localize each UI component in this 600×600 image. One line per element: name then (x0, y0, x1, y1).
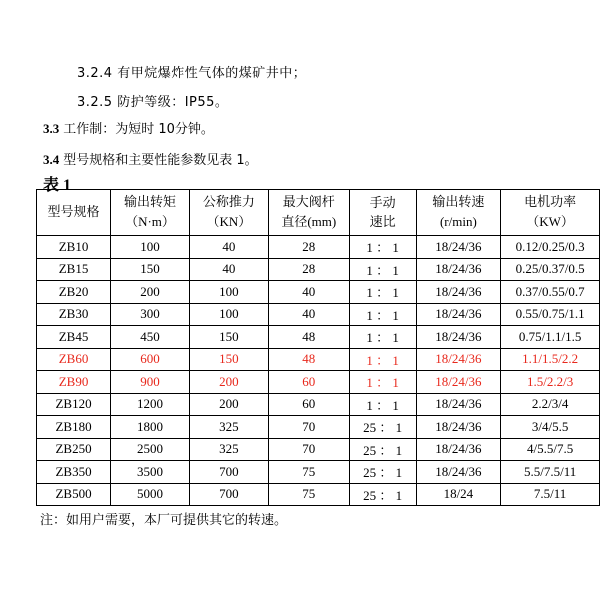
cell-torque: 200 (111, 281, 190, 304)
table-row (37, 461, 600, 484)
cell-thrust: 150 (189, 348, 268, 371)
cell-torque: 100 (111, 236, 190, 259)
cell-model: ZB20 (37, 281, 111, 304)
clause-3-2-5: 3.2.5 防护等级：IP55。 (77, 95, 229, 110)
header-stem: 最大阀杆 (282, 195, 335, 210)
section-3-4-number: 3.4 (43, 152, 60, 167)
cell-output-speed: 18/24/36 (416, 303, 501, 326)
cell-motor-power: 2.2/3/4 (501, 393, 600, 416)
cell-stem-diameter: 40 (268, 303, 349, 326)
cell-motor-power: 1.1/1.5/2.2 (501, 348, 600, 371)
table-row (37, 416, 600, 439)
cell-model: ZB45 (37, 326, 111, 349)
table-row (37, 483, 600, 506)
cell-manual-ratio: 25 ： 1 (349, 483, 416, 506)
header-cell (111, 190, 190, 236)
cell-torque: 300 (111, 303, 190, 326)
section-3-4-text: 型号规格和主要性能参数见表 1。 (63, 153, 258, 168)
header-thrust-unit: （KN） (206, 214, 252, 229)
header-power: 电机功率 (524, 195, 577, 210)
header-torque: 输出转矩 (124, 195, 177, 210)
header-speed-unit: (r/min) (439, 214, 477, 229)
table-row (37, 258, 600, 281)
cell-motor-power: 5.5/7.5/11 (501, 461, 600, 484)
cell-manual-ratio: 1 ： 1 (349, 326, 416, 349)
cell-stem-diameter: 75 (268, 461, 349, 484)
cell-model: ZB500 (37, 483, 111, 506)
cell-manual-ratio: 25 ： 1 (349, 461, 416, 484)
table-row (37, 348, 600, 371)
section-3-3-text: 工作制：为短时 10分钟。 (63, 122, 214, 137)
cell-thrust: 325 (189, 438, 268, 461)
cell-output-speed: 18/24/36 (416, 438, 501, 461)
cell-torque: 150 (111, 258, 190, 281)
header-cell (416, 190, 501, 236)
cell-thrust: 100 (189, 281, 268, 304)
cell-manual-ratio: 1 ： 1 (349, 236, 416, 259)
cell-manual-ratio: 25 ： 1 (349, 416, 416, 439)
cell-model: ZB120 (37, 393, 111, 416)
cell-stem-diameter: 40 (268, 281, 349, 304)
table-header-row (37, 190, 600, 236)
cell-torque: 5000 (111, 483, 190, 506)
cell-thrust: 700 (189, 461, 268, 484)
cell-stem-diameter: 60 (268, 371, 349, 394)
cell-output-speed: 18/24/36 (416, 236, 501, 259)
cell-motor-power: 3/4/5.5 (501, 416, 600, 439)
table-row (37, 326, 600, 349)
cell-output-speed: 18/24/36 (416, 461, 501, 484)
header-model: 型号规格 (47, 205, 100, 220)
cell-motor-power: 0.37/0.55/0.7 (501, 281, 600, 304)
cell-model: ZB350 (37, 461, 111, 484)
cell-thrust: 200 (189, 371, 268, 394)
cell-output-speed: 18/24/36 (416, 416, 501, 439)
cell-output-speed: 18/24/36 (416, 326, 501, 349)
cell-thrust: 150 (189, 326, 268, 349)
cell-model: ZB180 (37, 416, 111, 439)
cell-model: ZB15 (37, 258, 111, 281)
cell-output-speed: 18/24/36 (416, 371, 501, 394)
cell-stem-diameter: 70 (268, 416, 349, 439)
cell-manual-ratio: 1 ： 1 (349, 281, 416, 304)
table-row (37, 371, 600, 394)
cell-motor-power: 7.5/11 (501, 483, 600, 506)
cell-torque: 1800 (111, 416, 190, 439)
cell-manual-ratio: 1 ： 1 (349, 371, 416, 394)
cell-output-speed: 18/24/36 (416, 281, 501, 304)
cell-stem-diameter: 60 (268, 393, 349, 416)
cell-manual-ratio: 1 ： 1 (349, 348, 416, 371)
table-caption: 表 1 (43, 177, 72, 194)
table-row (37, 393, 600, 416)
header-cell (349, 190, 416, 236)
table-row (37, 236, 600, 259)
section-3-3 (43, 118, 214, 137)
cell-model: ZB10 (37, 236, 111, 259)
cell-model: ZB90 (37, 371, 111, 394)
cell-motor-power: 0.55/0.75/1.1 (501, 303, 600, 326)
table-row (37, 303, 600, 326)
cell-stem-diameter: 75 (268, 483, 349, 506)
table-body (37, 236, 600, 506)
cell-stem-diameter: 28 (268, 236, 349, 259)
cell-model: ZB250 (37, 438, 111, 461)
cell-thrust: 100 (189, 303, 268, 326)
table-row (37, 281, 600, 304)
header-speed: 输出转速 (432, 195, 485, 210)
header-torque-unit: （N·m） (125, 214, 175, 229)
header-stem-unit: 直径(mm) (281, 214, 337, 229)
cell-manual-ratio: 25 ： 1 (349, 438, 416, 461)
cell-thrust: 325 (189, 416, 268, 439)
cell-manual-ratio: 1 ： 1 (349, 393, 416, 416)
cell-torque: 600 (111, 348, 190, 371)
cell-stem-diameter: 48 (268, 348, 349, 371)
header-cell (189, 190, 268, 236)
header-manual: 手动 (369, 195, 396, 211)
cell-motor-power: 0.75/1.1/1.5 (501, 326, 600, 349)
cell-stem-diameter: 48 (268, 326, 349, 349)
spec-table (36, 189, 600, 506)
cell-torque: 3500 (111, 461, 190, 484)
cell-model: ZB30 (37, 303, 111, 326)
cell-stem-diameter: 70 (268, 438, 349, 461)
header-power-unit: （KW） (526, 214, 574, 229)
table-row (37, 438, 600, 461)
header-cell (37, 190, 111, 236)
table-note: 注：如用户需要，本厂可提供其它的转速。 (40, 513, 288, 528)
cell-motor-power: 0.12/0.25/0.3 (501, 236, 600, 259)
cell-motor-power: 0.25/0.37/0.5 (501, 258, 600, 281)
cell-output-speed: 18/24/36 (416, 348, 501, 371)
cell-thrust: 200 (189, 393, 268, 416)
header-cell (268, 190, 349, 236)
cell-torque: 450 (111, 326, 190, 349)
cell-motor-power: 4/5.5/7.5 (501, 438, 600, 461)
cell-torque: 1200 (111, 393, 190, 416)
cell-output-speed: 18/24/36 (416, 393, 501, 416)
cell-torque: 2500 (111, 438, 190, 461)
section-3-4 (43, 149, 258, 168)
cell-output-speed: 18/24/36 (416, 258, 501, 281)
cell-manual-ratio: 1 ： 1 (349, 303, 416, 326)
cell-manual-ratio: 1 ： 1 (349, 258, 416, 281)
clause-3-2-4: 3.2.4 有甲烷爆炸性气体的煤矿井中； (77, 66, 307, 81)
cell-model: ZB60 (37, 348, 111, 371)
header-manual-2: 速比 (369, 214, 396, 230)
header-cell (501, 190, 600, 236)
cell-thrust: 700 (189, 483, 268, 506)
cell-motor-power: 1.5/2.2/3 (501, 371, 600, 394)
cell-torque: 900 (111, 371, 190, 394)
header-thrust: 公称推力 (202, 195, 255, 210)
section-3-3-number: 3.3 (43, 121, 60, 136)
cell-thrust: 40 (189, 258, 268, 281)
cell-thrust: 40 (189, 236, 268, 259)
cell-output-speed: 18/24 (416, 483, 501, 506)
cell-stem-diameter: 28 (268, 258, 349, 281)
